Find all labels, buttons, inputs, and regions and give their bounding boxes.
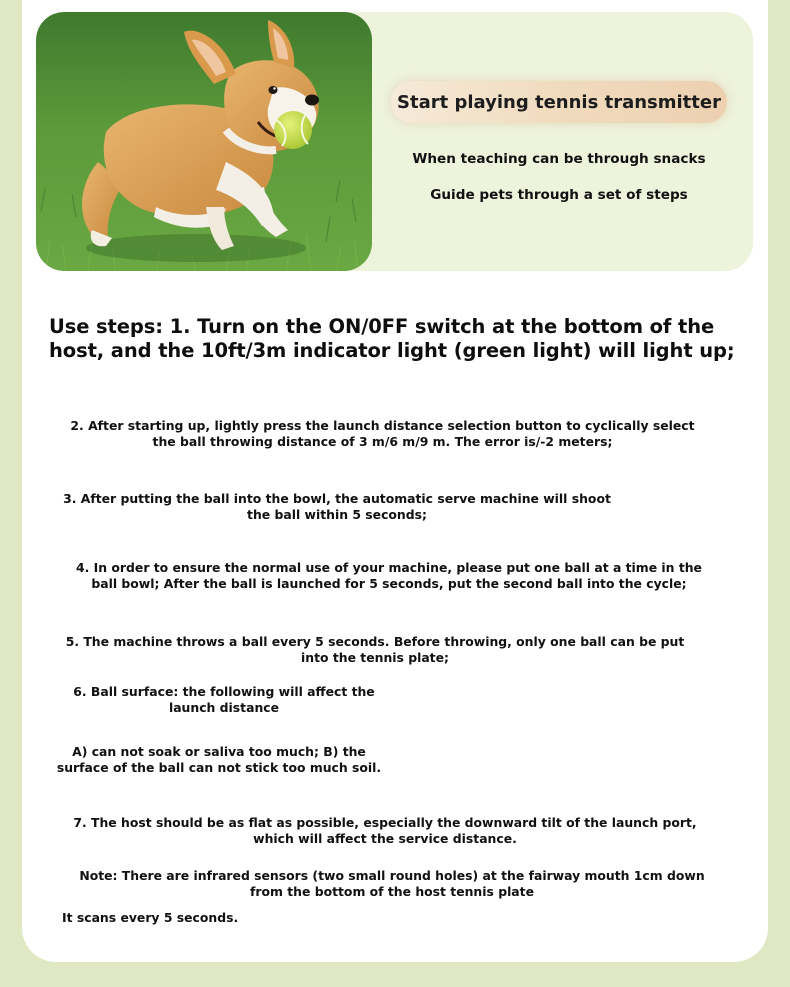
- hero-banner: [36, 12, 753, 271]
- scan-interval-text: It scans every 5 seconds.: [62, 910, 239, 925]
- hero-title-pill: [391, 81, 727, 123]
- hero-line-snacks: When teaching can be through snacks: [412, 151, 706, 167]
- step-4-text: 4. In order to ensure the normal use of your machine, please put one ball at a time in the ball bowl; After the ball is launched for 5 seconds, put the second ball into the cycle;: [76, 560, 702, 591]
- step-6-detail-text: A) can not soak or saliva too much; B) the surface of the ball can not stick too much soil.: [56, 744, 382, 775]
- hero-line-steps: Guide pets through a set of steps: [430, 187, 688, 203]
- step-5-text: 5. The machine throws a ball every 5 seconds. Before throwing, only one ball can be put into the tennis plate;: [65, 634, 685, 665]
- step-7-text: 7. The host should be as flat as possible, especially the downward tilt of the launch port, which will affect the service distance.: [73, 815, 697, 846]
- infrared-note-text: Note: There are infrared sensors (two small round holes) at the fairway mouth 1cm down from the bottom of the host tennis plate: [79, 868, 705, 899]
- step-6-text: 6. Ball surface: the following will affect the launch distance: [73, 684, 375, 715]
- step-2-text: 2. After starting up, lightly press the launch distance selection button to cyclically select the ball throwing distance of 3 m/6 m/9 m. The error is/-2 meters;: [70, 418, 695, 449]
- step-3-text: 3. After putting the ball into the bowl, the automatic serve machine will shoot the ball within 5 seconds;: [63, 491, 611, 522]
- hero-title: Start playing tennis transmitter: [397, 91, 721, 113]
- corgi-photo: [36, 12, 372, 271]
- use-steps-heading: Use steps: 1. Turn on the ON/0FF switch at the bottom of the host, and the 10ft/3m indicator light (green light) will light up;: [49, 315, 735, 362]
